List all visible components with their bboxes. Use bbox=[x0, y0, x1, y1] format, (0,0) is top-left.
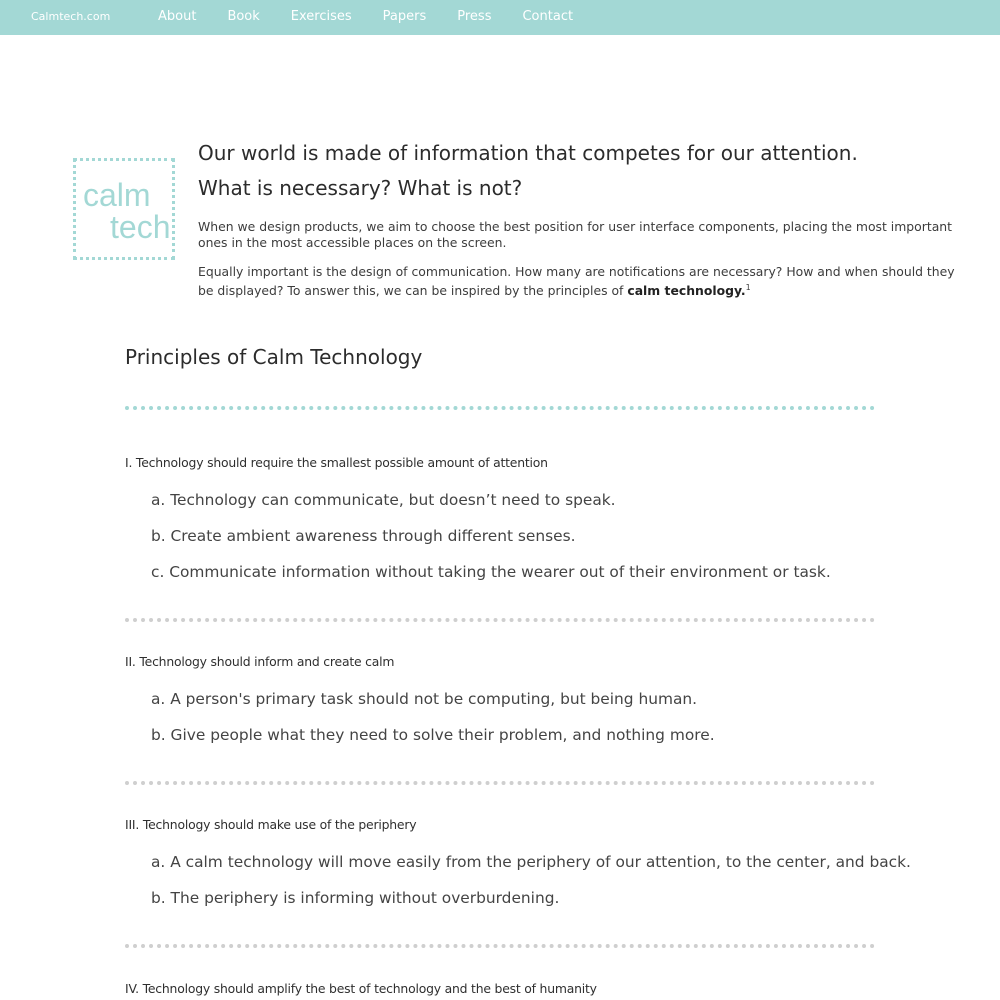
footnote-link[interactable]: 1 bbox=[745, 283, 751, 292]
principle-heading-2: II. Technology should inform and create calm bbox=[125, 654, 395, 669]
nav-link-about[interactable]: About bbox=[158, 9, 197, 24]
brand-link[interactable]: Calmtech.com bbox=[31, 10, 111, 23]
principle-2-item-b: b. Give people what they need to solve their problem, and nothing more. bbox=[151, 726, 715, 744]
principle-1-item-a: a. Technology can communicate, but doesn’t need to speak. bbox=[151, 491, 616, 509]
logo-word-calm: calm bbox=[83, 177, 151, 213]
calm-tech-logo bbox=[73, 158, 175, 260]
principle-2-item-a: a. A person's primary task should not be computing, but being human. bbox=[151, 690, 698, 708]
section-divider bbox=[125, 781, 875, 785]
nav-link-exercises[interactable]: Exercises bbox=[290, 9, 352, 24]
principle-heading-4: IV. Technology should amplify the best of technology and the best of humanity bbox=[125, 981, 597, 996]
principle-heading-3: III. Technology should make use of the periphery bbox=[125, 817, 417, 832]
principle-1-item-b: b. Create ambient awareness through different senses. bbox=[151, 527, 576, 545]
principles-title: Principles of Calm Technology bbox=[125, 345, 423, 369]
nav-links bbox=[158, 9, 604, 24]
intro-paragraph-2 bbox=[198, 264, 958, 299]
intro-paragraph-2-text: Equally important is the design of communication. How many are notifications are necessary? How and when should they be displayed? To answer this, we can be inspired by the principles of bbox=[198, 264, 955, 299]
intro-section bbox=[198, 139, 958, 299]
nav-link-book[interactable]: Book bbox=[227, 9, 260, 24]
logo-word-tech: tech bbox=[110, 209, 171, 245]
intro-paragraph-1: When we design products, we aim to choose the best position for user interface components, placing the most important ones in the most accessible places on the screen. bbox=[198, 219, 953, 250]
top-navigation-bar bbox=[0, 0, 1000, 35]
nav-link-contact[interactable]: Contact bbox=[522, 9, 574, 24]
intro-subheadline: What is necessary? What is not? bbox=[198, 176, 523, 200]
section-divider bbox=[125, 406, 875, 410]
section-divider bbox=[125, 618, 875, 622]
nav-link-papers[interactable]: Papers bbox=[382, 9, 427, 24]
principle-3-item-a: a. A calm technology will move easily from the periphery of our attention, to the center, and back. bbox=[151, 853, 911, 871]
nav-link-press[interactable]: Press bbox=[457, 9, 492, 24]
principle-heading-1: I. Technology should require the smallest possible amount of attention bbox=[125, 455, 548, 470]
calm-technology-term: calm technology. bbox=[627, 283, 746, 299]
section-divider bbox=[125, 944, 875, 948]
intro-headline: Our world is made of information that competes for our attention. bbox=[198, 141, 858, 165]
principle-1-item-c: c. Communicate information without taking the wearer out of their environment or task. bbox=[151, 563, 831, 581]
principle-3-item-b: b. The periphery is informing without overburdening. bbox=[151, 889, 560, 907]
